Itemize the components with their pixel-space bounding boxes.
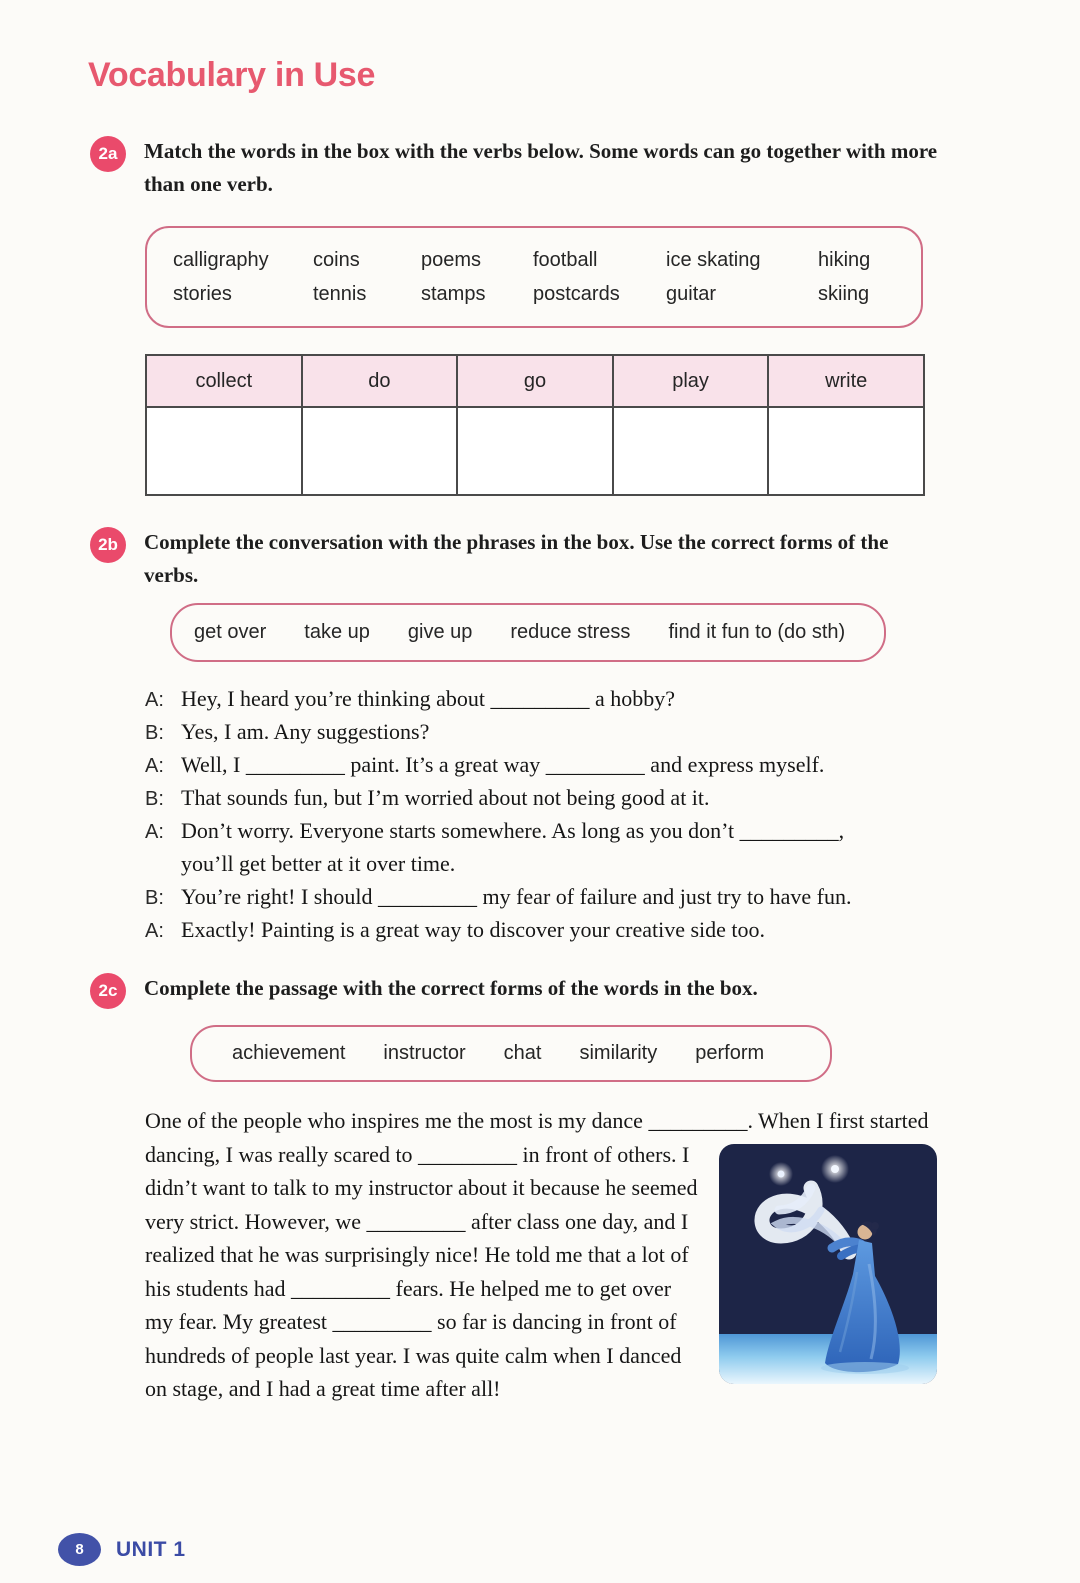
- word-chip: achievement: [232, 1042, 346, 1065]
- speaker-label: A:: [145, 755, 164, 778]
- exercise-2a-header: [90, 135, 950, 200]
- conversation-line: [145, 913, 940, 946]
- passage-text-part2: didn’t want to talk to my instructor about it because he seemed very strict. However, we _________ after class one day, and I realized that he was surprisingly nice! He told me that a lot of his students had _________ fears. He helped me to get over my fear. My greatest _________ so far is dancing in front of hundreds of people last year. I was quite calm when I danced on stage, and I had a great time after all!: [145, 1175, 698, 1402]
- answer-cell: [146, 407, 302, 495]
- page-title: Vocabulary in Use: [88, 56, 376, 94]
- verb-header-cell: play: [613, 355, 769, 407]
- exercise-2c-header: [90, 972, 950, 1009]
- word-box-2a-row1: [173, 243, 911, 277]
- word-chip: chat: [503, 1042, 542, 1065]
- speaker-label: B:: [145, 788, 164, 811]
- verb-header-cell: collect: [146, 355, 302, 407]
- dialogue-text: That sounds fun, but I’m worried about not being good at it.: [181, 785, 710, 811]
- phrase-chip: find it fun to (do sth): [668, 621, 846, 644]
- word-chip: guitar: [666, 283, 717, 306]
- phrase-chip: reduce stress: [510, 621, 631, 644]
- word-chip: stamps: [421, 283, 486, 306]
- word-chip: ice skating: [666, 249, 761, 272]
- word-chip: instructor: [383, 1042, 466, 1065]
- conversation-line: [145, 847, 940, 880]
- exercise-2c-instruction: Complete the passage with the correct forms of the words in the box.: [144, 976, 758, 1001]
- word-chip: skiing: [818, 283, 870, 306]
- conversation-line: [145, 781, 940, 814]
- exercise-2b: [0, 526, 1080, 946]
- dialogue-text: Exactly! Painting is a great way to discover your creative side too.: [181, 917, 766, 943]
- dialogue-text: Yes, I am. Any suggestions?: [181, 719, 430, 745]
- speaker-label: B:: [145, 887, 164, 910]
- word-box-2a: [145, 226, 923, 328]
- word-box-2c: [190, 1025, 832, 1082]
- dialogue-text: You’re right! I should _________ my fear of failure and just try to have fun.: [181, 884, 852, 910]
- verb-match-table: [145, 354, 925, 496]
- phrase-box-2b: [170, 603, 886, 662]
- answer-cell: [613, 407, 769, 495]
- answer-cell: [768, 407, 924, 495]
- phrase-chip: get over: [194, 621, 267, 644]
- exercise-2b-header: [90, 526, 950, 591]
- conversation-line: [145, 682, 940, 715]
- phrase-chip: give up: [407, 621, 473, 644]
- verb-header-cell: do: [302, 355, 458, 407]
- word-chip: postcards: [533, 283, 620, 306]
- verb-header-cell: go: [457, 355, 613, 407]
- exercise-2a-badge: 2a: [90, 136, 126, 172]
- word-chip: calligraphy: [173, 249, 269, 272]
- dialogue-text: you’ll get better at it over time.: [181, 851, 456, 877]
- speaker-label: A:: [145, 920, 164, 943]
- speaker-label: A:: [145, 689, 164, 712]
- conversation: [145, 682, 940, 946]
- unit-label: UNIT 1: [116, 1537, 186, 1561]
- word-chip: tennis: [313, 283, 367, 306]
- word-chip: stories: [173, 283, 232, 306]
- exercise-2b-instruction: Complete the conversation with the phrases in the box. Use the correct forms of the verbs.: [144, 530, 889, 587]
- exercise-2a-instruction: Match the words in the box with the verbs below. Some words can go together with more than one verb.: [144, 139, 938, 196]
- page-footer: [58, 1533, 186, 1566]
- word-chip: perform: [695, 1042, 765, 1065]
- exercise-2a: [0, 135, 1080, 496]
- answer-cell: [457, 407, 613, 495]
- exercise-2c: [0, 972, 1080, 1424]
- dialogue-text: Don’t worry. Everyone starts somewhere. As long as you don’t _________,: [181, 818, 845, 844]
- page-number-badge: 8: [58, 1533, 101, 1566]
- exercise-2c-badge: 2c: [90, 973, 126, 1009]
- dialogue-text: Hey, I heard you’re thinking about _________ a hobby?: [181, 686, 676, 712]
- speaker-label: A:: [145, 821, 164, 844]
- dancer-photo: [719, 1144, 937, 1384]
- word-chip: poems: [421, 249, 482, 272]
- answer-cell: [302, 407, 458, 495]
- phrase-chip: take up: [304, 621, 370, 644]
- dialogue-text: Well, I _________ paint. It’s a great way _________ and express myself.: [181, 752, 825, 778]
- speaker-label: B:: [145, 722, 164, 745]
- word-box-2a-row2: [173, 277, 911, 311]
- conversation-line: [145, 715, 940, 748]
- conversation-line: [145, 880, 940, 913]
- word-chip: hiking: [818, 249, 871, 272]
- exercise-2b-badge: 2b: [90, 527, 126, 563]
- passage-text-part1: One of the people who inspires me the most is my dance _________. When I first started dancing, I was really scared to _________ in front of others. I: [145, 1108, 929, 1167]
- passage: [145, 1104, 937, 1424]
- word-chip: similarity: [579, 1042, 658, 1065]
- word-chip: football: [533, 249, 598, 272]
- conversation-line: [145, 814, 940, 847]
- conversation-line: [145, 748, 940, 781]
- word-chip: coins: [313, 249, 360, 272]
- verb-header-row: [146, 355, 924, 407]
- answer-row: [146, 407, 924, 495]
- verb-header-cell: write: [768, 355, 924, 407]
